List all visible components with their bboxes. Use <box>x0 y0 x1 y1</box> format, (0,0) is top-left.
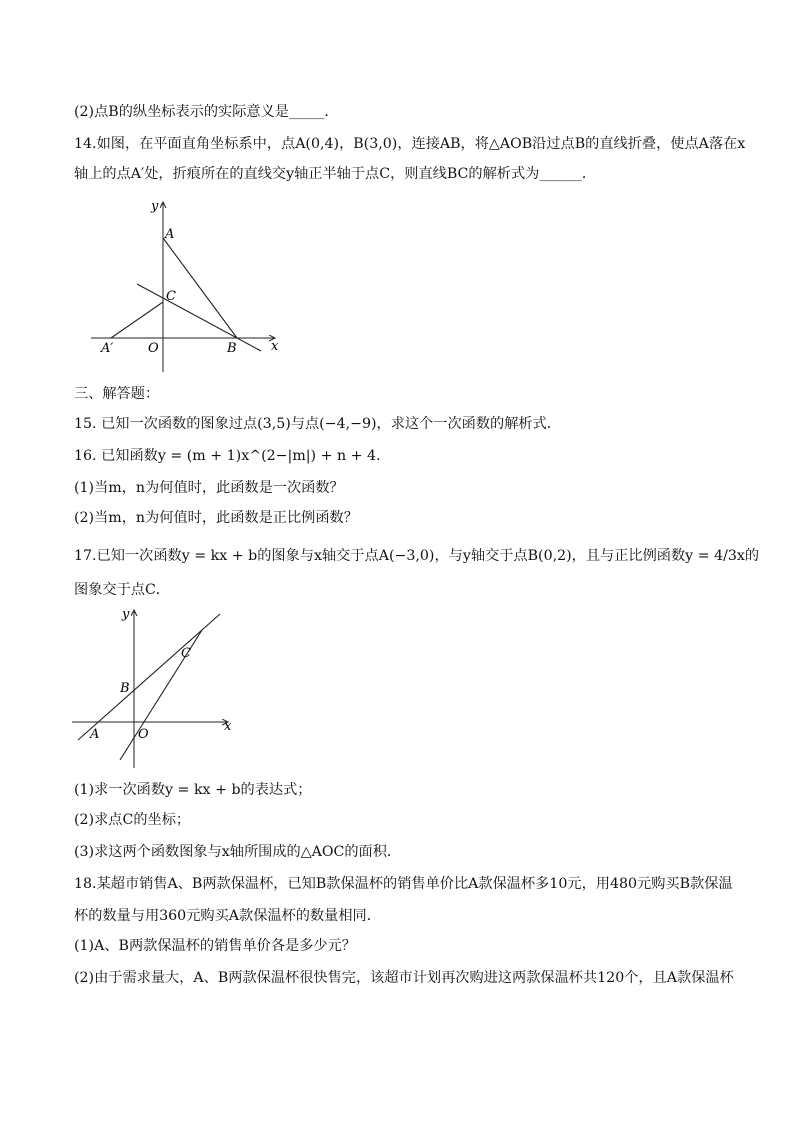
q18-line2: 杯的数量与用360元购买A款保温杯的数量相同． <box>74 908 381 924</box>
label-A-prime: A′ <box>101 341 114 356</box>
q17-part1: (1)求一次函数y = kx + b的表达式； <box>74 782 312 798</box>
q17-part2: (2)求点C的坐标； <box>74 812 191 828</box>
figure-fold-triangle <box>85 194 285 374</box>
q14-line2: 轴上的点A′处，折痕所在的直线交y轴正半轴于点C，则直线BC的解析式为______． <box>74 166 597 182</box>
q17-line2: 图象交于点C． <box>74 582 170 598</box>
line-AB <box>78 614 220 740</box>
q14-line1: 14.如图，在平面直角坐标系中，点A(0,4)，B(3,0)，连接AB，将△AOB沿过点B的直线折叠，使点A落在x <box>74 136 746 152</box>
segment-AB <box>163 238 237 338</box>
q17-part3: (3)求这两个函数图象与x轴所围成的△AOC的面积． <box>74 844 402 860</box>
label-C: C <box>166 289 176 304</box>
section-heading: 三、解答题： <box>74 386 160 402</box>
segment-A-prime-C <box>111 302 163 338</box>
label-y: y <box>151 199 159 214</box>
label-C: C <box>181 646 191 661</box>
label-y: y <box>122 607 130 622</box>
label-O: O <box>138 727 149 742</box>
q16-part1: (1)当m，n为何值时，此函数是一次函数？ <box>74 480 344 496</box>
label-x: x <box>271 339 279 354</box>
label-B: B <box>227 341 237 356</box>
q17-line1: 17.已知一次函数y = kx + b的图象与x轴交于点A(−3,0)，与y轴交于点B(0,2)，且与正比例函数y = 4/3x的 <box>74 548 760 564</box>
q18-part2: (2)由于需求量大，A、B两款保温杯很快售完，该超市计划再次购进这两款保温杯共120个，且A款保温杯 <box>74 970 734 986</box>
label-A: A <box>165 227 175 242</box>
label-O: O <box>148 341 159 356</box>
label-A: A <box>90 727 100 742</box>
q16: 16. 已知函数y = (m + 1)x^(2−|m|) + n + 4． <box>74 448 391 464</box>
label-B: B <box>120 681 130 696</box>
figure-two-lines <box>68 602 238 772</box>
q13-part2: (2)点B的纵坐标表示的实际意义是_____． <box>74 104 339 120</box>
q18-part1: (1)A、B两款保温杯的销售单价各是多少元？ <box>74 938 356 954</box>
label-x: x <box>224 719 232 734</box>
q15: 15. 已知一次函数的图象过点(3,5)与点(−4,−9)，求这个一次函数的解析式． <box>74 416 561 432</box>
q18-line1: 18.某超市销售A、B两款保温杯，已知B款保温杯的销售单价比A款保温杯多10元，用480元购买B款保温 <box>74 876 733 892</box>
q16-part2: (2)当m，n为何值时，此函数是正比例函数？ <box>74 510 358 526</box>
